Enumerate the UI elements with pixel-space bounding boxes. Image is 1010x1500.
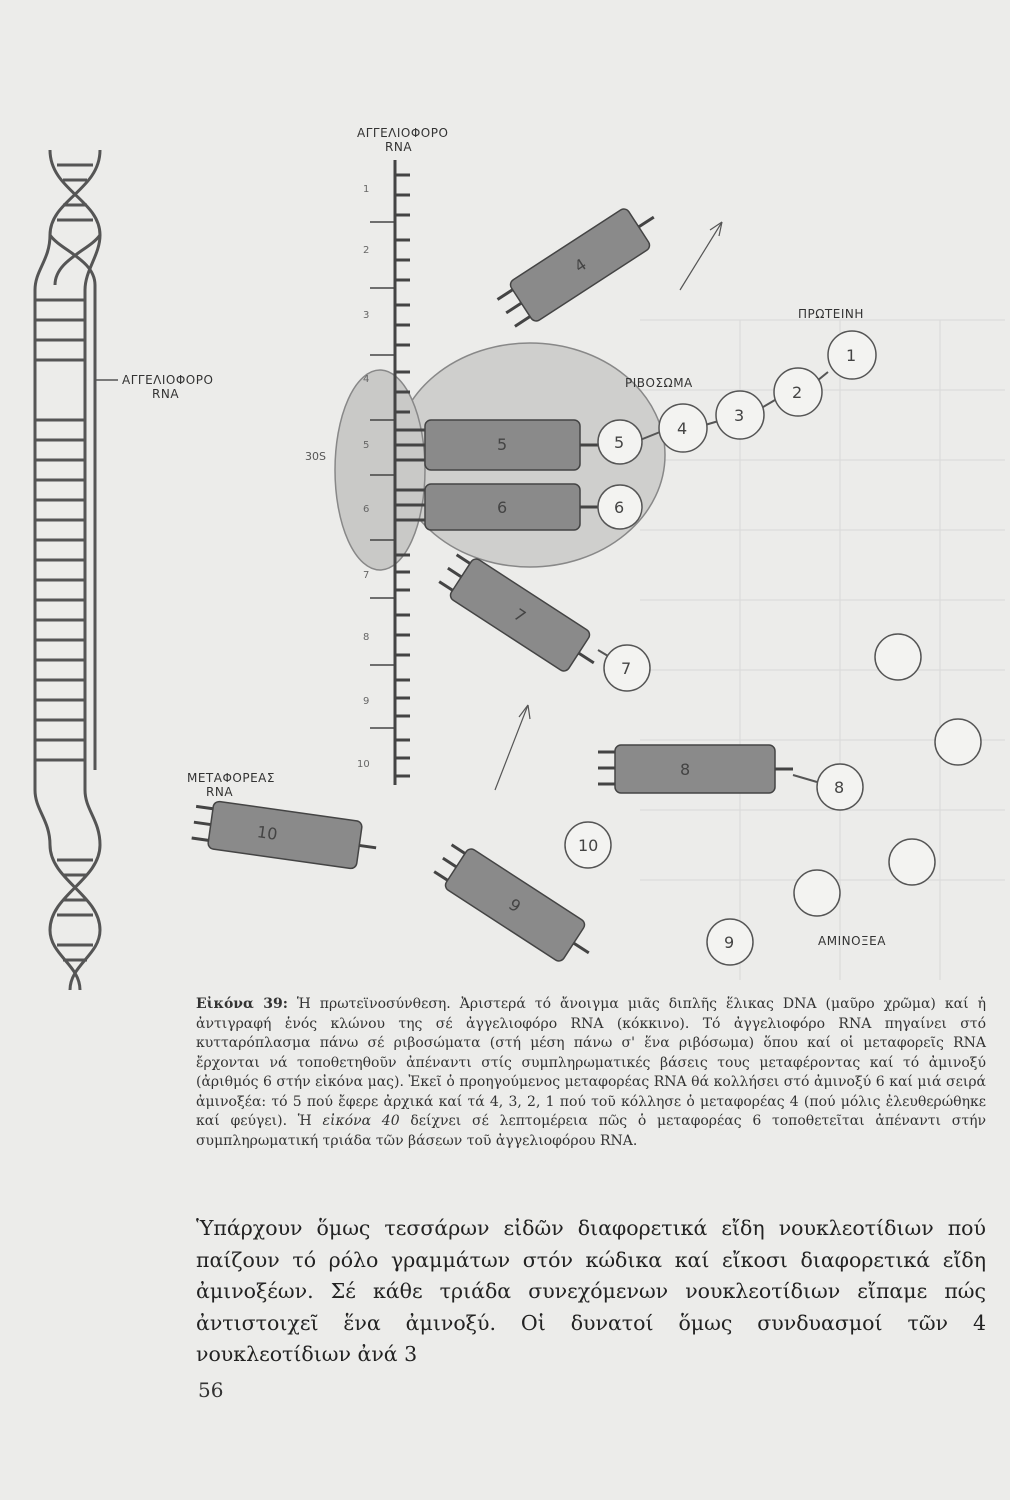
body-paragraph: Ὑπάρχουν ὅμως τεσσάρων εἰδῶν διαφορετικά εἴδη νουκλεοτίδιων πού παίζουν τό ρόλο γραμμάτων στόν κώδικα καί εἴκοσι διαφορετικά εἴδη ἀμινοξέων. Σέ κάθε τριάδα συνεχόμενων νουκλεοτίδιων εἴπαμε πώς ἀντιστοιχεῖ ἕνα ἀμινοξύ. Οἱ δυνατοί ὅμως συνδυασμοί τῶν 4 νουκλεοτίδιων ἀνά 3 [196,1216,986,1366]
ribosome-label: ΡΙΒΟΣΩΜΑ [625,376,693,390]
trna-number: 9 [505,894,525,917]
codon-tick: 6 [363,504,370,515]
trna-4 [493,197,667,333]
amino-acid-number: 4 [677,419,688,438]
caption-text-end: δείχνει σέ λεπτομέρεια πῶς ὁ μεταφορέας 6 τοποθετεῖται ἀπέναντι στήν συμπληρωματική τριάδα τῶν βάσεων τοῦ ἀγγελιοφόρου RNA. [196,1113,986,1149]
mrna-left-sublabel: RNA [152,387,180,401]
page-number: 56 [198,1378,224,1402]
mrna-top-label: ΑΓΓΕΛΙΟΦΟΡΟ [357,126,449,140]
codon-tick: 10 [357,759,370,770]
caption-text: Ἡ πρωτεϊνοσύνθεση. Ἀριστερά τό ἄνοιγμα μιᾶς διπλῆς ἕλικας DNA (μαῦρο χρῶμα) καί ἡ ἀντιγραφή ἑνός κλώνου της σέ ἀγγελιοφόρο RNA (κόκκινο). Τό ἀγγελιοφόρο RNA πηγαίνει στό κυτταρόπλασμα πάνω σέ ριβοσώματα (στή μέση πάνω σ' ἕνα ριβόσωμα) ὅπου καί οἱ μεταφορεῖς RNA ἔρχονται νά τοποθετηθοῦν ἀπέναντι στίς συμπληρωματικές βάσεις τους μεταφέροντας καί τό ἀμινοξύ (ἀριθμός 6 στήν εἰκόνα μας). Ἐκεῖ ὁ προηγούμενος μεταφορέας RNA θά κολλήσει στό ἀμινοξύ 6 καί μιά σειρά ἀμινοξέα: τό 5 πού ἔφερε ἀρχικά καί τά 4, 3, 2, 1 πού τοῦ κόλλησε ὁ μεταφορέας 4 (πού μόλις ἐλευθερώθηκε καί φεύγει). Ἡ [196,996,986,1129]
trna-sublabel: RNA [206,785,234,799]
subunit-label: 30S [305,450,326,463]
trna-6 [425,484,598,530]
trna-5 [425,420,600,470]
amino-acid-number: 5 [614,433,625,452]
trna-number: 8 [680,760,691,779]
amino-acid-number: 3 [734,406,745,425]
amino-acid-number: 2 [792,383,803,402]
codon-separators [370,222,395,728]
amino-acids-label: ΑΜΙΝΟΞΕΑ [818,934,886,948]
dna-helix [35,150,100,990]
codon-tick: 9 [363,696,370,707]
arrive-arrow [495,705,528,790]
amino-acid [794,870,840,916]
trna-number: 4 [570,254,590,277]
arrive-arrowhead [519,705,530,719]
codon-tick: 8 [363,632,370,643]
amino-acid-number: 8 [834,778,845,797]
trna-10 [191,798,380,871]
codon-tick: 5 [363,440,370,451]
codon-tick: 1 [363,184,370,195]
mrna-left-label: ΑΓΓΕΛΙΟΦΟΡΟ [122,373,214,387]
codon-tick: 4 [363,374,370,385]
amino-acid-number: 10 [578,836,599,855]
trna-number: 10 [255,822,279,844]
amino-acid [889,839,935,885]
amino-acid-number: 7 [621,659,632,678]
amino-acid-number: 9 [724,933,735,952]
figure-caption [196,995,986,1151]
amino-acid-number: 1 [846,346,857,365]
free-amino-acids [565,634,981,965]
trna-number: 7 [510,604,530,627]
codon-tick: 2 [363,245,370,256]
amino-acid-number: 6 [614,498,625,517]
trna-7 [435,548,607,683]
leave-arrow [680,222,722,290]
trna-number: 6 [497,498,508,517]
mrna-top-sublabel: RNA [385,140,413,154]
caption-figure-reference: εἰκόνα 40 [322,1113,400,1129]
amino-acid [875,634,921,680]
caption-label: Εἰκόνα 39: [196,996,288,1012]
codon-tick: 3 [363,310,370,321]
trna-label: ΜΕΤΑΦΟΡΕΑΣ [187,771,275,785]
codon-tick: 7 [363,570,370,581]
protein-label: ΠΡΩΤΕΙΝΗ [798,307,864,321]
amino-acid [935,719,981,765]
trna-8 [598,745,793,793]
trna-number: 5 [497,435,508,454]
